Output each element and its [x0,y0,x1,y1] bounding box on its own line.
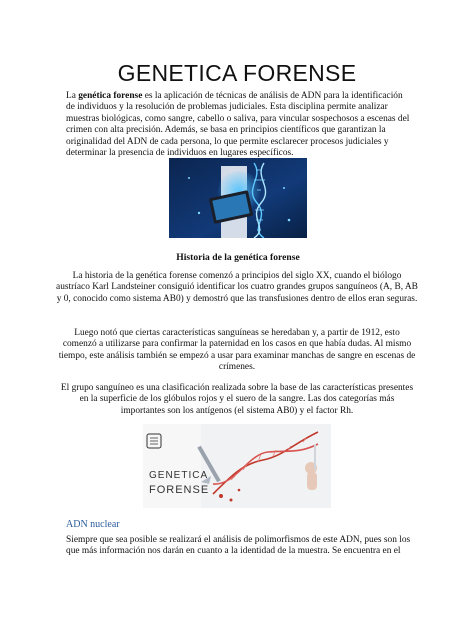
document-title: GENETICA FORENSE [117,60,357,86]
intro-rest: es la aplicación de técnicas de análisis de ADN para la identificación de individuos y la resolución de problemas judiciales. Esta disciplina permite analizar muestras biológicas, como sangre, cabello o saliva, para vincular sospechosos a escenas del crimen con alta precisión. Además, se basa en principios científicos que garantizan la originalidad del ADN de cada persona, lo que permite esclarecer procesos judiciales y determinar la presencia de individuos en lugares específicos. [66,91,410,159]
history-paragraph-3: El grupo sanguíneo es una clasificación realizada sobre la base de las características presentes en la superficie de los glóbulos rojos y el suero de la sangre. Las dos categorías más importantes son los antígenos (el sistema AB0) y el factor Rh. [60,383,414,416]
banner-caption-line-2: FORENSE [149,484,210,496]
intro-bold-term: genética forense [78,91,143,101]
adn-nuclear-paragraph: Siempre que sea posible se realizará el análisis de polimorfismos de este ADN, pues son los que más información nos darán en cuanto a la identidad de la muestra. Se encuentra en el [66,535,411,557]
intro-paragraph [66,91,410,159]
history-heading: Historia de la genética forense [176,252,300,263]
history-paragraph-2: Luego notó que ciertas características sanguíneas se heredaban y, a partir de 1912, esto comenzó a utilizarse para confirmar la paternidad en los casos en que había dudas. Al mismo tiempo, este análisis también se empezó a usar para examinar manchas de sangre en escenas de crímenes. [58,328,416,373]
banner-caption-line-1: GENETICA [149,470,209,481]
intro-lead: La [66,91,79,101]
genetica-forense-banner-image [143,424,331,508]
dna-tablet-image [169,158,307,238]
history-paragraph-1: La historia de la genética forense comenzó a principios del siglo XX, cuando el biólogo austríaco Karl Landsteiner consiguió identificar los cuatro grandes grupos sanguíneos (A, B, AB y 0, conocido como sistema AB0) y demostró que las transfusiones dentro de ellos eran seguras. [56,271,418,304]
adn-nuclear-subheading: ADN nuclear [66,519,120,530]
